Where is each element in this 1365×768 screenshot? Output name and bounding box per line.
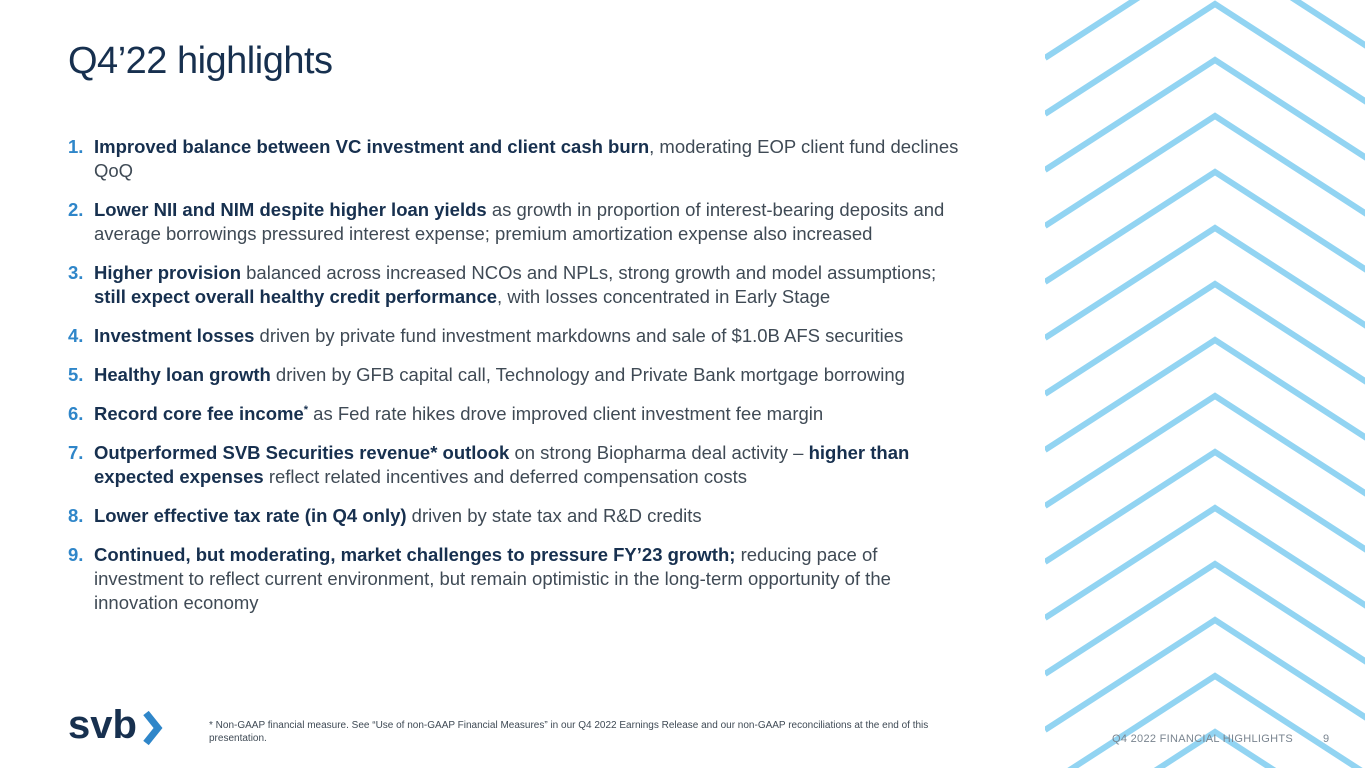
highlight-body: as growth in proportion of interest-bearing deposits and average borrowings pressured interest expense; premium amortization expense also increased bbox=[94, 199, 945, 244]
highlight-emphasis: Investment losses bbox=[94, 325, 255, 346]
highlight-emphasis: * bbox=[303, 403, 309, 416]
highlight-item bbox=[68, 504, 968, 528]
highlight-number: 7. bbox=[68, 442, 84, 463]
highlight-emphasis: Record core fee income bbox=[94, 403, 304, 424]
highlight-emphasis: Outperformed SVB Securities revenue* outlook bbox=[94, 442, 510, 463]
footer-section-label: Q4 2022 FINANCIAL HIGHLIGHTS bbox=[1112, 733, 1293, 745]
highlight-number: 4. bbox=[68, 325, 84, 346]
highlight-emphasis: still expect overall healthy credit performance bbox=[94, 286, 498, 307]
highlight-number: 3. bbox=[68, 262, 84, 283]
highlight-body: driven by private fund investment markdowns and sale of $1.0B AFS securities bbox=[254, 325, 904, 346]
highlight-number: 2. bbox=[68, 199, 84, 220]
highlight-emphasis: Higher provision bbox=[94, 262, 241, 283]
logo-chevron-icon bbox=[146, 713, 158, 743]
highlight-body: reflect related incentives and deferred compensation costs bbox=[263, 466, 748, 487]
highlights-list bbox=[68, 135, 968, 630]
slide-title: Q4’22 highlights bbox=[68, 40, 333, 82]
highlight-emphasis: Continued, but moderating, market challenges to pressure FY’23 growth; bbox=[94, 544, 736, 565]
page-number: 9 bbox=[1323, 733, 1330, 745]
highlight-body: , with losses concentrated in Early Stage bbox=[497, 286, 831, 307]
highlight-emphasis: Lower NII and NIM despite higher loan yields bbox=[94, 199, 487, 220]
chevron-stripe bbox=[1045, 508, 1365, 618]
highlight-number: 6. bbox=[68, 403, 84, 424]
highlight-body: as Fed rate hikes drove improved client investment fee margin bbox=[308, 403, 824, 424]
highlight-body: , moderating EOP client fund declines QoQ bbox=[94, 136, 959, 181]
chevron-stripe bbox=[1045, 228, 1365, 338]
highlight-body: reducing pace of investment to reflect current environment, but remain optimistic in the long-term opportunity of the innovation economy bbox=[94, 544, 891, 613]
chevron-stripe bbox=[1045, 620, 1365, 730]
highlight-number: 9. bbox=[68, 544, 84, 565]
chevron-stripe bbox=[1045, 172, 1365, 282]
highlight-text bbox=[94, 543, 968, 615]
chevron-stripe bbox=[1045, 676, 1365, 768]
highlight-number: 8. bbox=[68, 505, 84, 526]
highlight-emphasis: Healthy loan growth bbox=[94, 364, 271, 385]
highlight-item bbox=[68, 402, 968, 426]
highlight-body: driven by state tax and R&D credits bbox=[406, 505, 702, 526]
highlight-item bbox=[68, 363, 968, 387]
highlight-text bbox=[94, 261, 968, 309]
highlight-item bbox=[68, 324, 968, 348]
chevron-stripe bbox=[1045, 60, 1365, 170]
highlight-item bbox=[68, 441, 968, 489]
highlight-text bbox=[94, 363, 968, 387]
highlight-text bbox=[94, 198, 968, 246]
highlight-text bbox=[94, 441, 968, 489]
highlight-body: driven by GFB capital call, Technology and Private Bank mortgage borrowing bbox=[270, 364, 905, 385]
highlight-emphasis: Improved balance between VC investment and client cash burn bbox=[94, 136, 650, 157]
chevron-stripe bbox=[1045, 396, 1365, 506]
chevron-stripe bbox=[1045, 452, 1365, 562]
highlight-emphasis: Lower effective tax rate (in Q4 only) bbox=[94, 505, 407, 526]
highlight-body: on strong Biopharma deal activity – bbox=[509, 442, 809, 463]
chevron-stripe bbox=[1045, 284, 1365, 394]
chevron-stripe bbox=[1045, 4, 1365, 114]
highlight-item bbox=[68, 198, 968, 246]
highlight-item bbox=[68, 261, 968, 309]
chevron-stripe bbox=[1045, 116, 1365, 226]
highlight-item bbox=[68, 543, 968, 615]
footnote: * Non-GAAP financial measure. See “Use of non-GAAP Financial Measures” in our Q4 2022 Earnings Release and our non-GAAP reconciliations at the end of this presentation. bbox=[209, 720, 929, 744]
highlight-text bbox=[94, 402, 968, 426]
highlight-emphasis: higher than expected expenses bbox=[94, 442, 910, 487]
chevron-stripe bbox=[1045, 340, 1365, 450]
highlight-text bbox=[94, 504, 968, 528]
highlight-text bbox=[94, 324, 968, 348]
highlight-item bbox=[68, 135, 968, 183]
chevron-stripe bbox=[1045, 564, 1365, 674]
chevron-pattern-decoration bbox=[1045, 0, 1365, 768]
logo-wordmark: svb bbox=[68, 705, 137, 747]
highlight-body: balanced across increased NCOs and NPLs, strong growth and model assumptions; bbox=[241, 262, 937, 283]
highlight-number: 1. bbox=[68, 136, 84, 157]
highlight-text bbox=[94, 135, 968, 183]
highlight-number: 5. bbox=[68, 364, 84, 385]
svb-logo bbox=[68, 705, 168, 756]
